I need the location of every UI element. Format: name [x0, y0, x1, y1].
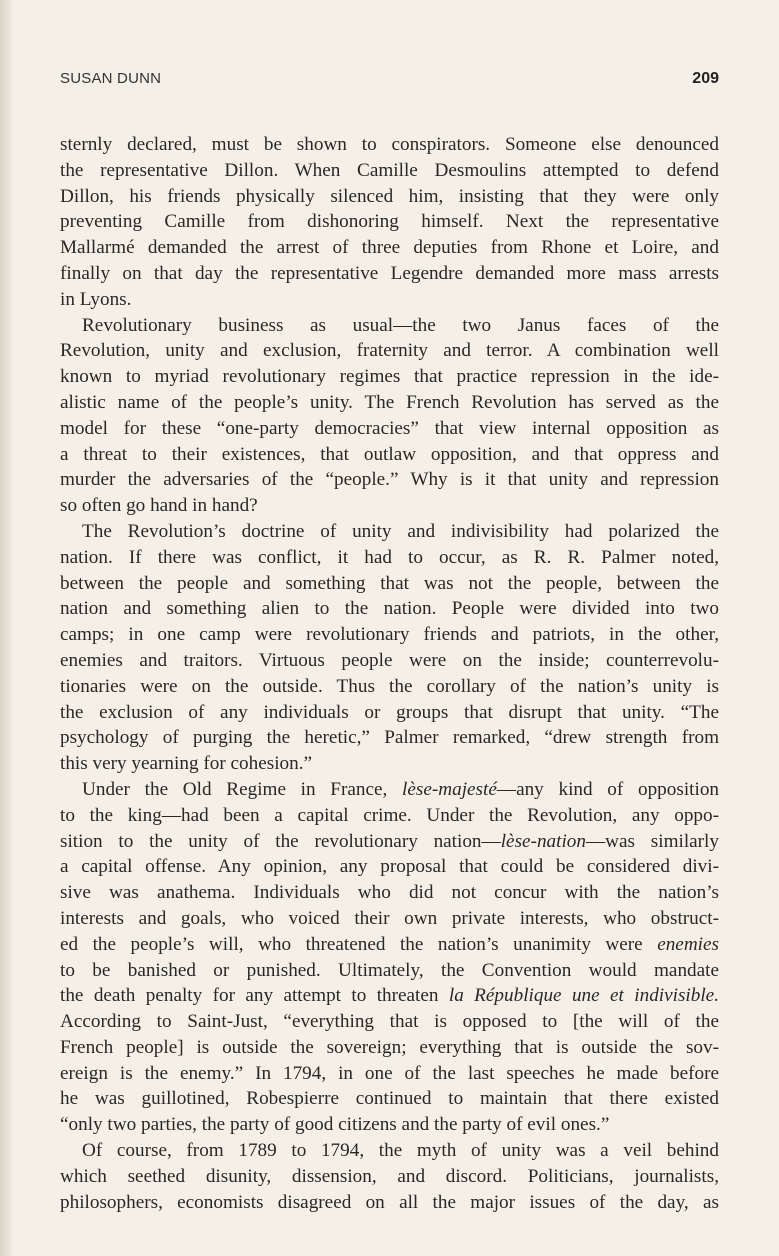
text-line — [60, 261, 719, 287]
text-line — [60, 829, 719, 855]
italic-text: la République une et indivisible. — [448, 985, 719, 1007]
text-run: Under the Old Regime in France, — [82, 778, 403, 800]
page-number: 209 — [692, 70, 719, 87]
text-line — [60, 648, 719, 674]
text-line — [60, 338, 719, 364]
text-line — [60, 777, 719, 803]
text-line — [60, 467, 719, 493]
text-line — [60, 854, 719, 880]
text-run: nation. If there was conflict, it had to occur, as R. R. Palmer noted, — [60, 546, 719, 568]
text-run: The Revolution’s doctrine of unity and indivisibility had polarized the — [82, 520, 719, 542]
text-line — [60, 1112, 719, 1138]
text-line — [60, 906, 719, 932]
text-line — [60, 209, 719, 235]
text-line — [60, 983, 719, 1009]
text-run: “only two parties, the party of good citizens and the party of evil ones.” — [60, 1114, 610, 1136]
text-line — [60, 313, 719, 339]
text-line — [60, 184, 719, 210]
text-run: a threat to their existences, that outlaw opposition, and that oppress and — [60, 443, 719, 465]
text-line — [60, 1164, 719, 1190]
italic-text: lèse-majesté — [402, 778, 497, 800]
page-gutter-shadow — [0, 0, 14, 1256]
text-line — [60, 158, 719, 184]
text-run: murder the adversaries of the “people.” Why is it that unity and repression — [60, 469, 719, 491]
text-line — [60, 622, 719, 648]
text-run: between the people and something that was not the people, between the — [60, 572, 719, 594]
text-run: which seethed disunity, dissension, and discord. Politicians, journalists, — [60, 1165, 719, 1187]
text-run: nation and something alien to the nation. People were divided into two — [60, 598, 719, 620]
paragraph — [60, 777, 719, 1138]
text-line — [60, 132, 719, 158]
text-line — [60, 725, 719, 751]
text-run: sition to the unity of the revolutionary nation— — [60, 830, 501, 852]
paragraph — [60, 313, 719, 519]
italic-text: lèse-nation — [500, 830, 586, 852]
text-line — [60, 1190, 719, 1216]
text-run: According to Saint-Just, “everything that is opposed to [the will of the — [60, 1011, 719, 1033]
text-run: philosophers, economists disagreed on all the major issues of the day, as — [60, 1191, 719, 1213]
text-line — [60, 932, 719, 958]
text-line — [60, 545, 719, 571]
text-run: camps; in one camp were revolutionary friends and patriots, in the other, — [60, 624, 719, 646]
page-header — [60, 70, 719, 96]
text-run: ed the people’s will, who threatened the nation’s unanimity were — [60, 933, 658, 955]
text-run: model for these “one-party democracies” that view internal opposition as — [60, 417, 719, 439]
text-line — [60, 1035, 719, 1061]
text-run: Mallarmé demanded the arrest of three deputies from Rhone et Loire, and — [60, 237, 719, 259]
text-line — [60, 803, 719, 829]
paragraph — [60, 1138, 719, 1215]
text-line — [60, 493, 719, 519]
text-line — [60, 751, 719, 777]
text-run: sive was anathema. Individuals who did not concur with the nation’s — [60, 882, 719, 904]
text-run: psychology of purging the heretic,” Palmer remarked, “drew strength from — [60, 727, 719, 749]
paragraph — [60, 519, 719, 777]
text-run: interests and goals, who voiced their own private interests, who obstruct- — [60, 907, 719, 929]
text-line — [60, 287, 719, 313]
text-run: ereign is the enemy.” In 1794, in one of the last speeches he made before — [60, 1062, 719, 1084]
text-run: preventing Camille from dishonoring himself. Next the representative — [60, 211, 719, 233]
text-line — [60, 442, 719, 468]
text-line — [60, 596, 719, 622]
text-line — [60, 519, 719, 545]
text-run: sternly declared, must be shown to conspirators. Someone else denounced — [60, 134, 719, 155]
text-run: Revolutionary business as usual—the two Janus faces of the — [82, 314, 719, 336]
text-line — [60, 1009, 719, 1035]
text-run: the representative Dillon. When Camille Desmoulins attempted to defend — [60, 159, 719, 181]
text-line — [60, 674, 719, 700]
text-line — [60, 235, 719, 261]
text-line — [60, 364, 719, 390]
text-run: a capital offense. Any opinion, any proposal that could be considered divi- — [60, 856, 719, 878]
text-run: finally on that day the representative Legendre demanded more mass arrests — [60, 262, 719, 284]
text-line — [60, 1086, 719, 1112]
paragraph — [60, 132, 719, 313]
text-run: alistic name of the people’s unity. The French Revolution has served as the — [60, 391, 719, 413]
text-run: French people] is outside the sovereign; everything that is outside the sov- — [60, 1036, 719, 1058]
text-run: the death penalty for any attempt to threaten — [60, 985, 449, 1007]
text-line — [60, 958, 719, 984]
text-run: —was similarly — [585, 830, 719, 852]
running-head: SUSAN DUNN — [60, 70, 162, 87]
text-run: the exclusion of any individuals or groups that disrupt that unity. “The — [60, 701, 719, 723]
italic-text: enemies — [657, 933, 719, 955]
body-text — [60, 132, 719, 1215]
text-run: this very yearning for cohesion.” — [60, 753, 313, 775]
text-run: Of course, from 1789 to 1794, the myth of unity was a veil behind — [82, 1140, 719, 1162]
text-run: enemies and traitors. Virtuous people were on the inside; counterrevolu- — [60, 649, 719, 671]
text-line — [60, 880, 719, 906]
text-run: to be banished or punished. Ultimately, the Convention would mandate — [60, 959, 719, 981]
text-line — [60, 1061, 719, 1087]
text-line — [60, 571, 719, 597]
text-run: so often go hand in hand? — [60, 495, 258, 517]
text-run: to the king—had been a capital crime. Under the Revolution, any oppo- — [60, 804, 719, 826]
text-run: —any kind of opposition — [496, 778, 720, 800]
text-run: tionaries were on the outside. Thus the corollary of the nation’s unity is — [60, 675, 719, 697]
text-run: he was guillotined, Robespierre continued to maintain that there existed — [60, 1088, 719, 1110]
text-run: known to myriad revolutionary regimes that practice repression in the ide- — [60, 366, 719, 388]
text-run: Revolution, unity and exclusion, fraternity and terror. A combination well — [60, 340, 719, 362]
text-line — [60, 416, 719, 442]
text-line — [60, 1138, 719, 1164]
text-run: in Lyons. — [60, 288, 132, 310]
text-line — [60, 390, 719, 416]
text-line — [60, 700, 719, 726]
text-run: Dillon, his friends physically silenced him, insisting that they were only — [60, 185, 719, 207]
